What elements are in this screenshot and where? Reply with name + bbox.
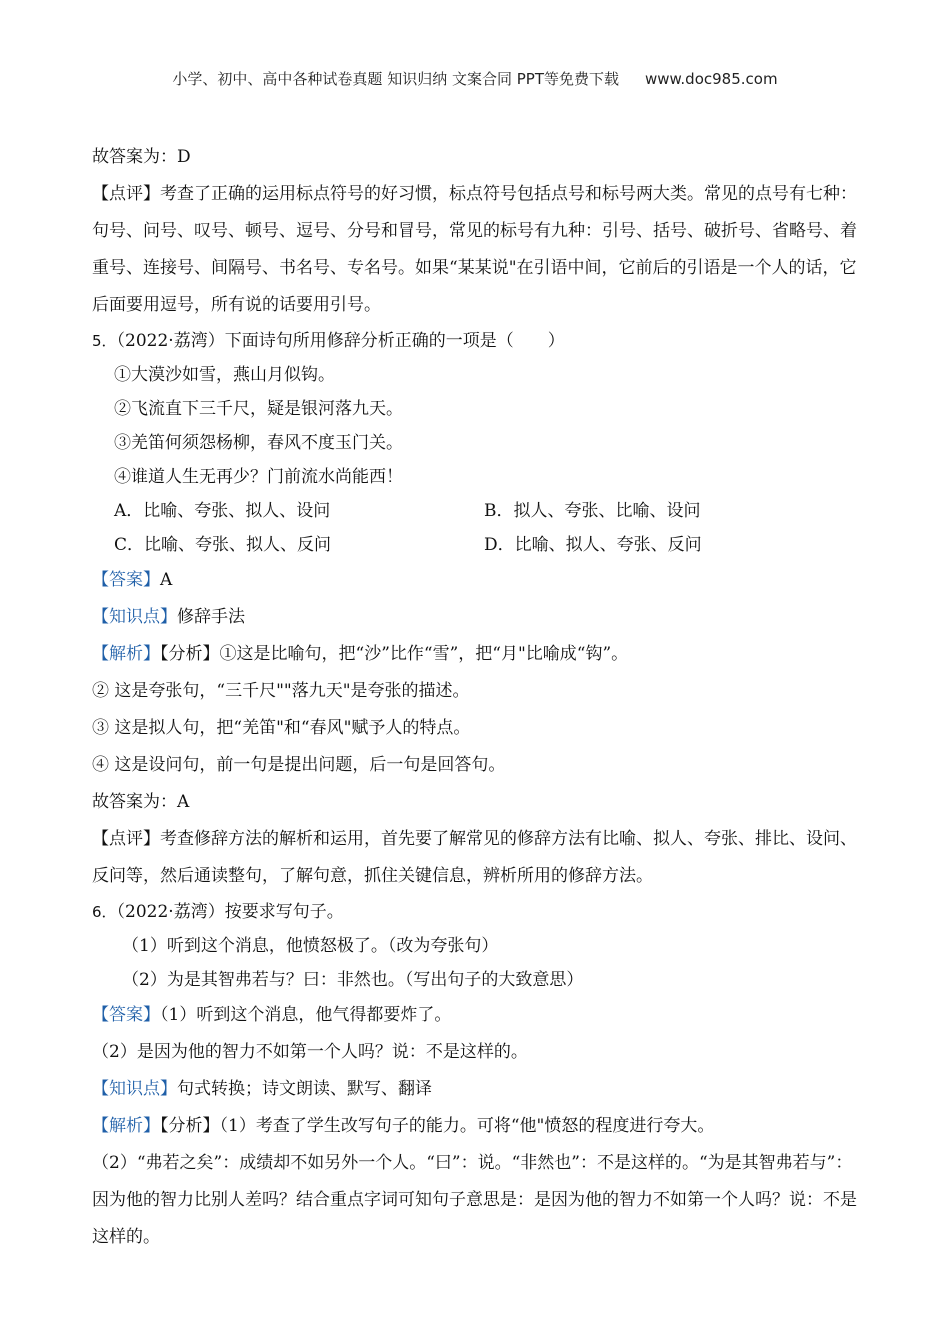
page-header: [0, 68, 950, 89]
q4-answer-line: 故答案为：D: [92, 147, 191, 167]
q5-comment: [92, 821, 862, 895]
question-number: 6．: [92, 903, 117, 921]
q5-line: ②飞流直下三千尺，疑是银河落九天。: [114, 399, 403, 419]
q5-analysis-line: ② 这是夸张句，“三千尺""落九天"是夸张的描述。: [92, 681, 470, 701]
kp-value: 修辞手法: [177, 607, 245, 627]
q6-stem: [92, 895, 862, 929]
kp-tag: 【知识点】: [92, 607, 177, 627]
q6-analysis: [92, 1108, 862, 1145]
comment-text: 考查了正确的运用标点符号的好习惯，标点符号包括点号和标号两大类。常见的点号有七种：句号、问号、叹号、顿号、逗号、分号和冒号，常见的标号有九种：引号、括号、破折号、省略号、着重号、连接号、间隔号、书名号、专名号。如果“某某说"在引语中间，它前后的引语是一个人的话，它后面要用逗号，所有说的话要用引号。: [92, 184, 857, 315]
answer-tag: 【答案】: [92, 570, 160, 590]
q6-answer: [92, 997, 862, 1034]
q6-analysis-2: （2）“弗若之矣”：成绩却不如另外一个人。“曰”：说。“非然也”：不是这样的。“为是其智弗若与”：因为他的智力比别人差吗？结合重点字词可知句子意思是：是因为他的智力不如第一个人吗？说：不是这样的。: [92, 1153, 857, 1247]
q5-stem-text: （2022·荔湾）下面诗句所用修辞分析正确的一项是（: [116, 331, 514, 351]
analysis-text: 【分析】（1）考查了学生改写句子的能力。可将“他"愤怒的程度进行夸大。: [160, 1116, 715, 1136]
document-body: [92, 140, 862, 1256]
q5-options-row-2: [92, 528, 862, 562]
q5-answer: [92, 562, 862, 599]
question-number: 5．: [92, 332, 117, 350]
comment-tag: 【点评】: [92, 184, 160, 204]
answer-tag: 【答案】: [92, 1005, 160, 1025]
q6-stem-text: （2022·荔湾）按要求写句子。: [116, 902, 344, 922]
q6-answer-2: （2）是因为他的智力不如第一个人吗？说：不是这样的。: [92, 1042, 528, 1062]
q5-answer-line: 故答案为：A: [92, 792, 190, 812]
answer-value: （1）听到这个消息，他气得都要炸了。: [160, 1005, 452, 1025]
q6-sub-1: （1）听到这个消息，他愤怒极了。（改为夸张句）: [122, 936, 499, 956]
q5-analysis-line: ④ 这是设问句，前一句是提出问题，后一句是回答句。: [92, 755, 506, 775]
option-b: B．拟人、夸张、比喻、设问: [484, 501, 701, 521]
q5-stem-close: ）: [547, 331, 565, 351]
option-c: C．比喻、夸张、拟人、反问: [114, 535, 332, 555]
header-text: 小学、初中、高中各种试卷真题 知识归纳 文案合同 PPT等免费下载: [172, 70, 619, 88]
analysis-tag: 【解析】: [92, 644, 160, 664]
q6-knowledge-point: [92, 1071, 862, 1108]
kp-value: 句式转换；诗文朗读、默写、翻译: [177, 1079, 432, 1099]
option-a: A．比喻、夸张、拟人、设问: [114, 501, 331, 521]
option-d: D．比喻、拟人、夸张、反问: [484, 535, 702, 555]
q5-analysis-line: ③ 这是拟人句，把“羌笛"和“春风"赋予人的特点。: [92, 718, 471, 738]
kp-tag: 【知识点】: [92, 1079, 177, 1099]
q5-knowledge-point: [92, 599, 862, 636]
q5-line: ①大漠沙如雪，燕山月似钩。: [114, 365, 335, 385]
analysis-tag: 【解析】: [92, 1116, 160, 1136]
header-url[interactable]: www.doc985.com: [644, 70, 778, 88]
comment-tag: 【点评】: [92, 829, 160, 849]
q5-options-row-1: [92, 494, 862, 528]
q5-line: ④谁道人生无再少？门前流水尚能西！: [114, 467, 403, 487]
analysis-text: 【分析】①这是比喻句，把“沙”比作“雪”，把“月"比喻成“钩”。: [160, 644, 629, 664]
q5-stem: [92, 324, 862, 358]
q6-sub-2: （2）为是其智弗若与？曰：非然也。（写出句子的大致意思）: [122, 970, 584, 990]
answer-value: A: [160, 570, 173, 590]
q4-comment: [92, 176, 862, 324]
comment-text: 考查修辞方法的解析和运用，首先要了解常见的修辞方法有比喻、拟人、夸张、排比、设问、反问等，然后通读整句，了解句意，抓住关键信息，辨析所用的修辞方法。: [92, 829, 857, 886]
q5-line: ③羌笛何须怨杨柳，春风不度玉门关。: [114, 433, 403, 453]
q5-analysis: [92, 636, 862, 673]
